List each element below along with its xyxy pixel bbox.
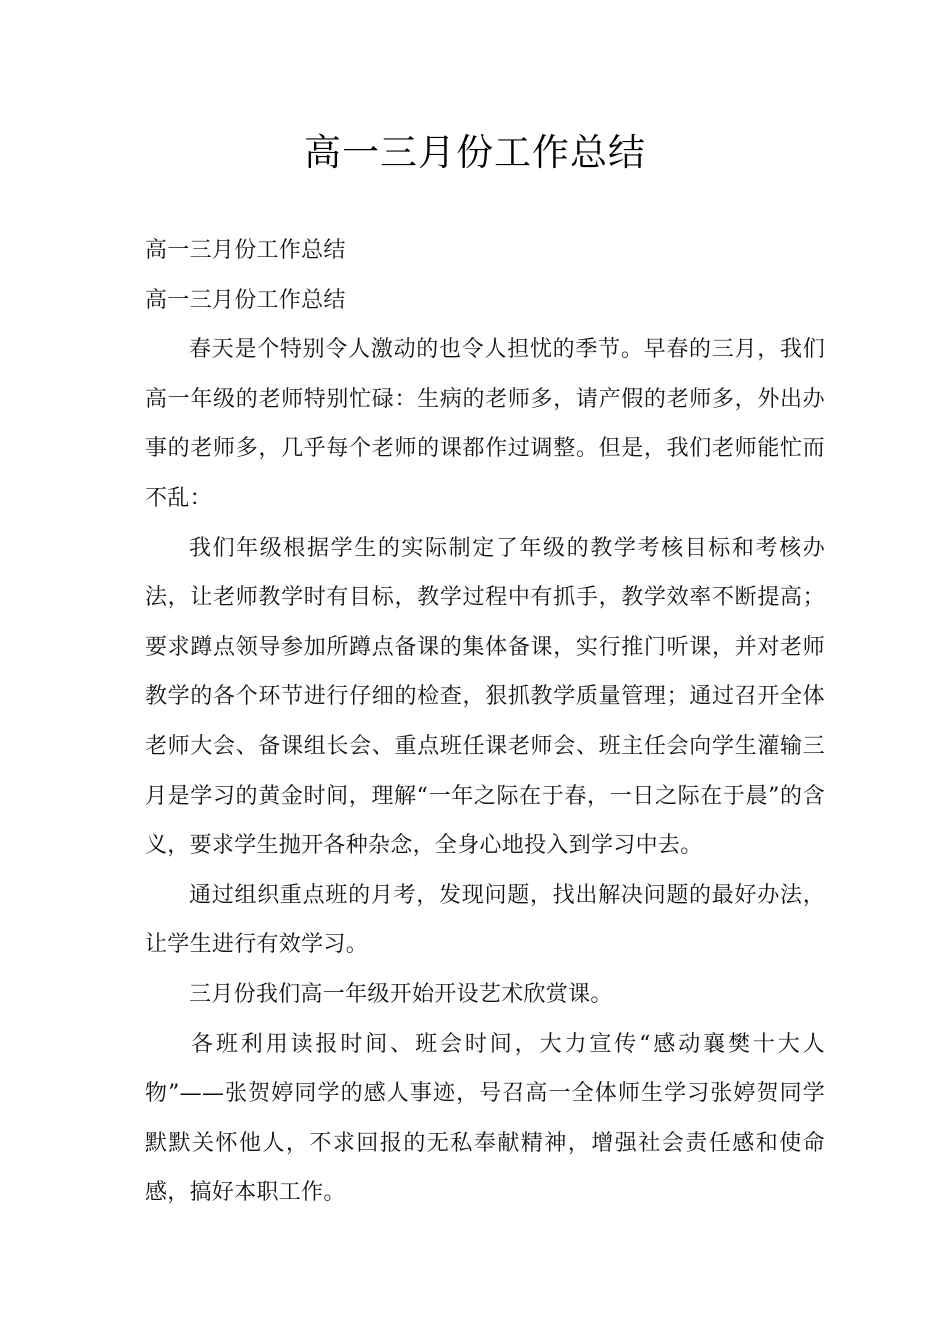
document-body: [145, 226, 825, 1218]
paragraph-subtitle-1: 高一三月份工作总结: [145, 238, 346, 263]
paragraph-art-course: 三月份我们高一年级开始开设艺术欣赏课。: [189, 981, 613, 1007]
paragraph-monthly-exam: 通过组织重点班的月考，发现问题，找出解决问题的最好办法，让学生进行有效学习。: [145, 882, 825, 958]
paragraph-intro: 春天是个特别令人激动的也令人担忧的季节。早春的三月，我们高一年级的老师特别忙碌：生病的老师多，请产假的老师多，外出办事的老师多，几乎每个老师的课都作过调整。但是，我们老师能忙而不乱：: [145, 337, 825, 511]
paragraph-teaching-management: 我们年级根据学生的实际制定了年级的教学考核目标和考核办法，让老师教学时有目标，教学过程中有抓手，教学效率不断提高；要求蹲点领导参加所蹲点备课的集体备课，实行推门听课，并对老师教学的各个环节进行仔细的检查，狠抓教学质量管理；通过召开全体老师大会、备课组长会、重点班任课老师会、班主任会向学生灌输三月是学习的黄金时间，理解“一年之际在于春，一日之际在于晨”的含义，要求学生抛开各种杂念，全身心地投入到学习中去。: [145, 535, 825, 859]
paragraph-subtitle-2: 高一三月份工作总结: [145, 287, 346, 313]
paragraph-role-model: 各班利用读报时间、班会时间，大力宣传“感动襄樊十大人物”——张贺婷同学的感人事迹，号召高一全体师生学习张婷贺同学默默关怀他人，不求回报的无私奉献精神，增强社会责任感和使命感，搞好本职工作。: [145, 1031, 825, 1206]
document-title: 高一三月份工作总结: [304, 131, 646, 174]
